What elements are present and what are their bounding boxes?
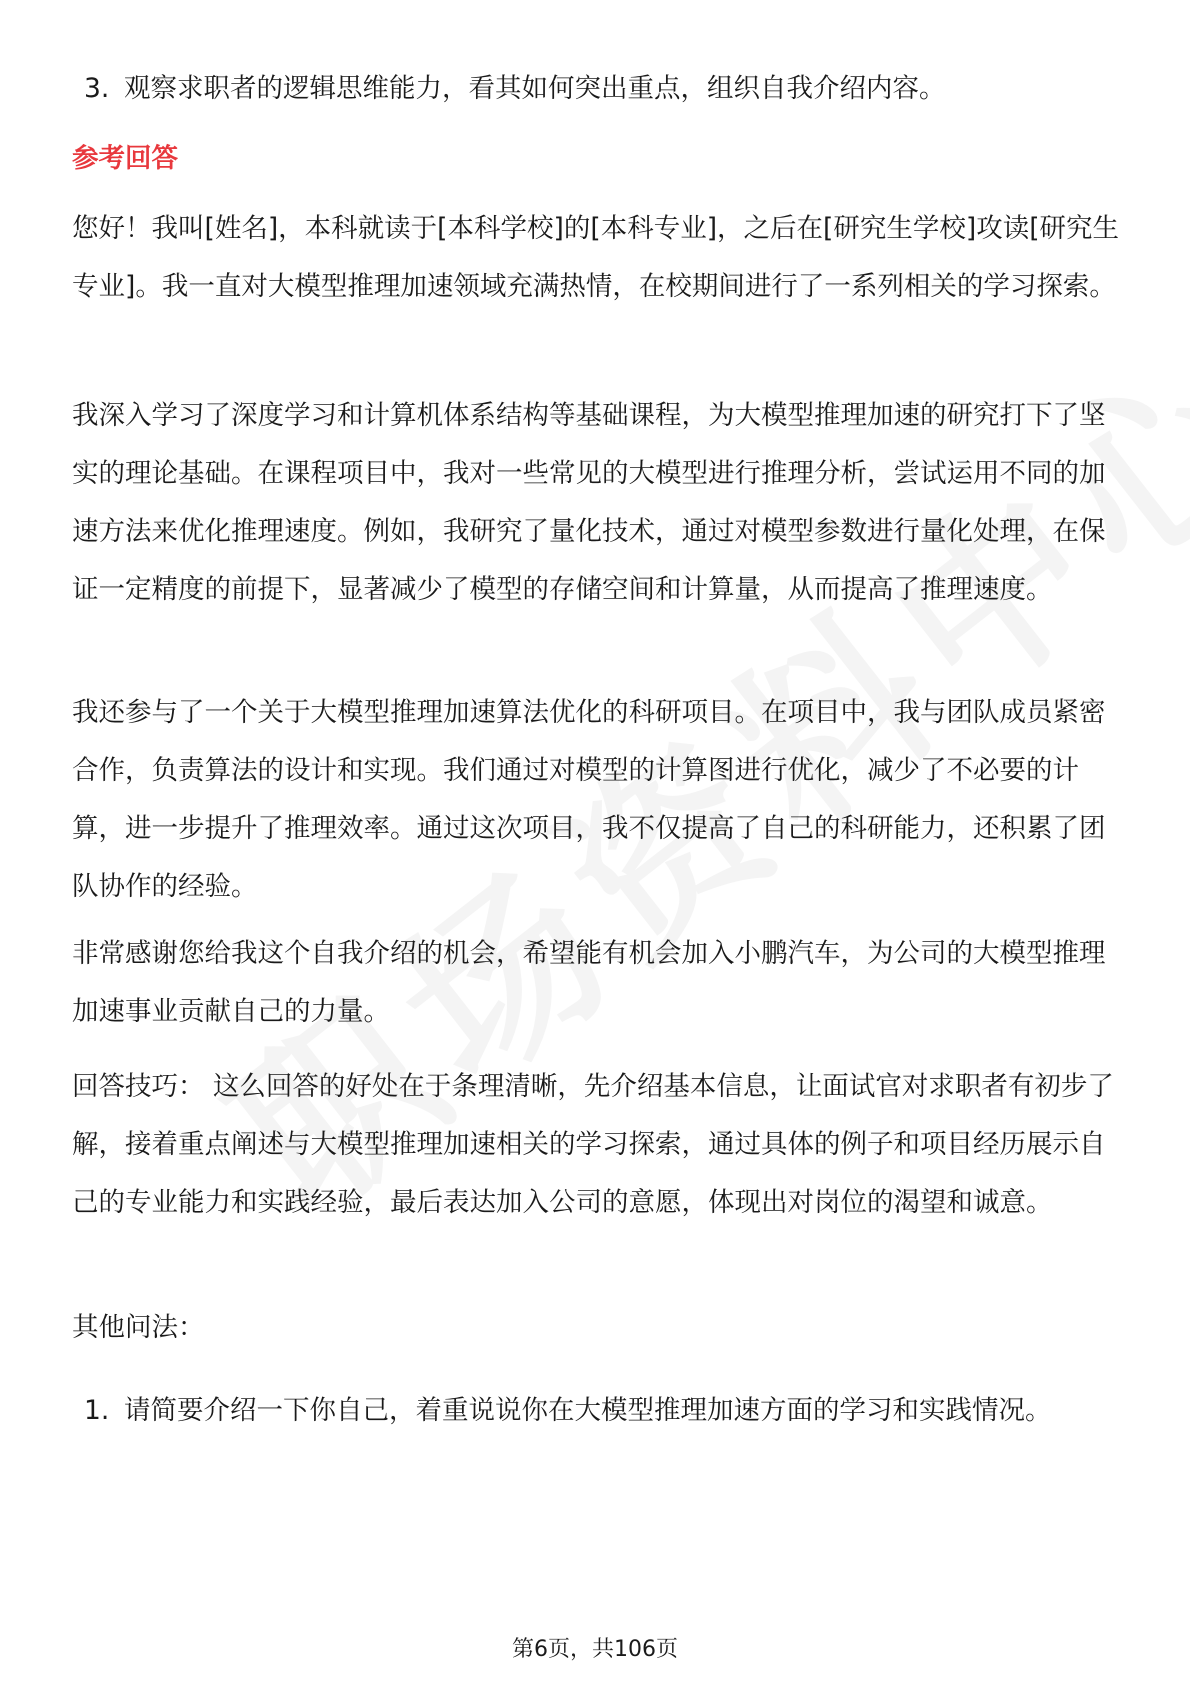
other-questions-label: 其他问法： [72,1312,205,1343]
list-item-other-1 [84,1382,1124,1440]
list-item-3 [84,60,1124,118]
list-text: 观察求职者的逻辑思维能力，看其如何突出重点，组织自我介绍内容。 [124,73,946,104]
answer-paragraph-1: 您好！我叫[姓名]，本科就读于[本科学校]的[本科专业]，之后在[研究生学校]攻读[研究生专业]。我一直对大模型推理加速领域充满热情，在校期间进行了一系列相关的学习探索。 [72,213,1120,302]
page-footer: 第6页，共106页 [512,1637,678,1662]
answer-paragraph-3: 我还参与了一个关于大模型推理加速算法优化的科研项目。在项目中，我与团队成员紧密合作，负责算法的设计和实现。我们通过对模型的计算图进行优化，减少了不必要的计算，进一步提升了推理效率。通过这次项目，我不仅提高了自己的科研能力，还积累了团队协作的经验。 [72,697,1106,902]
answer-tips: 回答技巧： 这么回答的好处在于条理清晰，先介绍基本信息，让面试官对求职者有初步了解，接着重点阐述与大模型推理加速相关的学习探索，通过具体的例子和项目经历展示自己的专业能力和实践经验，最后表达加入公司的意愿，体现出对岗位的渴望和诚意。 [72,1071,1114,1218]
list-number: 1. [84,1395,110,1426]
answer-paragraph-4: 非常感谢您给我这个自我介绍的机会，希望能有机会加入小鹏汽车，为公司的大模型推理加速事业贡献自己的力量。 [72,938,1106,1027]
section-heading: 参考回答 [72,143,178,174]
list-number: 3. [84,73,110,104]
list-text: 请简要介绍一下你自己，着重说说你在大模型推理加速方面的学习和实践情况。 [124,1395,1052,1426]
answer-paragraph-2: 我深入学习了深度学习和计算机体系结构等基础课程，为大模型推理加速的研究打下了坚实的理论基础。在课程项目中，我对一些常见的大模型进行推理分析，尝试运用不同的加速方法来优化推理速度。例如，我研究了量化技术，通过对模型参数进行量化处理，在保证一定精度的前提下，显著减少了模型的存储空间和计算量，从而提高了推理速度。 [72,400,1106,605]
